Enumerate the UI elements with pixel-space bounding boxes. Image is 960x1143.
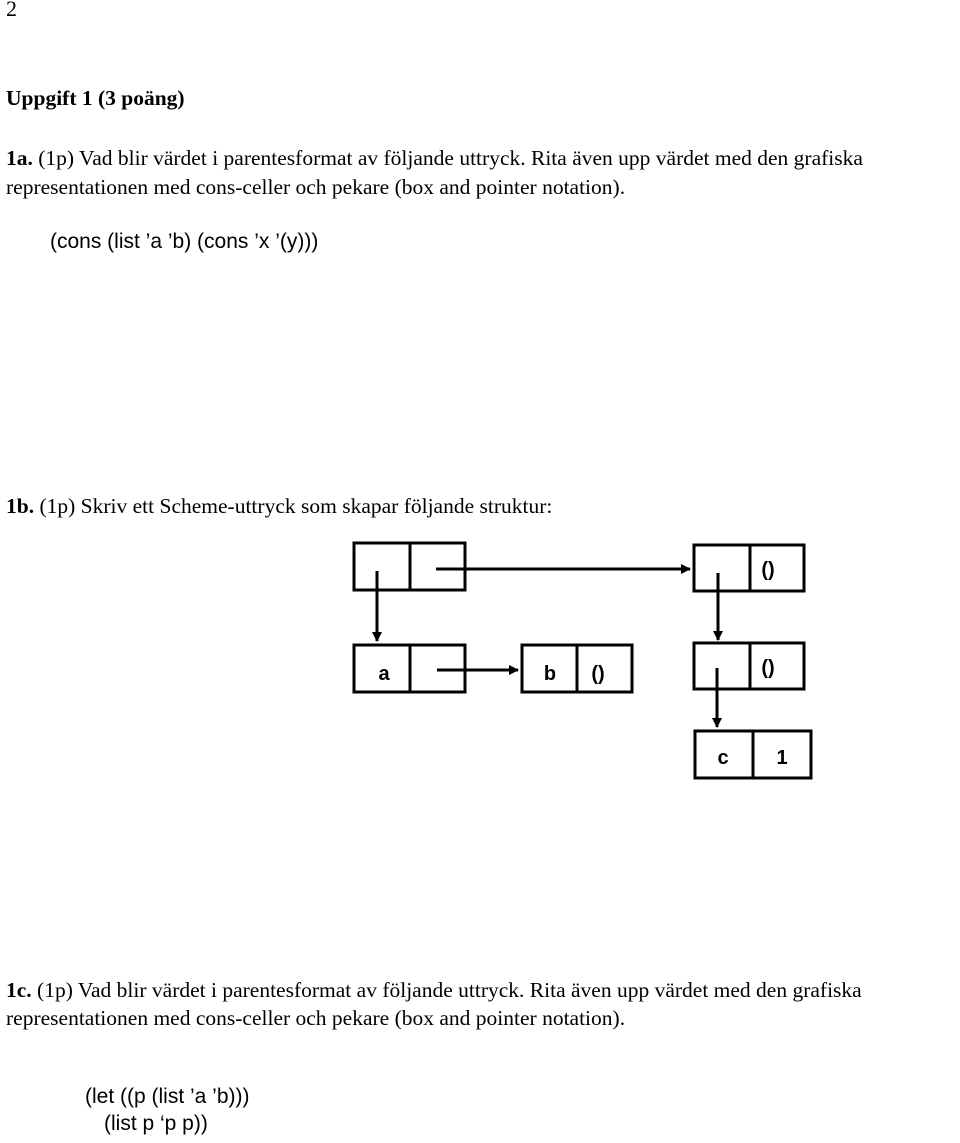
cons-cell-3-car: a [378, 663, 390, 685]
question-1a-text-line1: (1p) Vad blir värdet i parentesformat av följande uttryck. Rita även upp värdet med den grafiska [32, 146, 863, 170]
page-number: 2 [6, 0, 17, 21]
task-heading-points: (3 poäng) [92, 86, 185, 110]
question-1a-text-line2: representationen med cons-celler och pekare (box and pointer notation). [6, 175, 626, 199]
cons-cell-2-cdr: () [761, 559, 775, 581]
cons-cell-6 [695, 731, 811, 778]
cons-cell-4 [522, 645, 632, 692]
question-1b-label: 1b. [6, 494, 35, 518]
question-1c-code-line2: (list p ‘p p)) [104, 1112, 208, 1135]
cons-cell-4-cdr: () [591, 663, 605, 685]
cons-cell-6-car: c [717, 747, 729, 769]
question-1a-code: (cons (list ’a ’b) (cons ’x ’(y))) [50, 230, 319, 253]
cons-cell-6-cdr: 1 [776, 747, 788, 769]
question-1c-text-line1: (1p) Vad blir värdet i parentesformat av följande uttryck. Rita även upp värdet med den grafiska [31, 978, 862, 1002]
question-1b-text-body: (1p) Skriv ett Scheme-uttryck som skapar följande struktur: [34, 494, 553, 518]
question-1a-label: 1a. [6, 146, 33, 170]
question-1c-text [6, 978, 862, 1003]
task-heading-label: Uppgift 1 [6, 86, 93, 110]
cons-cell-5-cdr: () [761, 657, 775, 679]
question-1c-label: 1c. [6, 978, 32, 1002]
cons-cell-1 [354, 543, 465, 590]
cons-cell-5 [694, 643, 804, 689]
question-1c-code-line1: (let ((p (list ’a ’b))) [85, 1085, 250, 1108]
question-1c-text-line2: representationen med cons-celler och pekare (box and pointer notation). [6, 1006, 626, 1030]
cons-cell-4-car: b [543, 663, 557, 685]
cons-cell-2 [694, 545, 804, 591]
